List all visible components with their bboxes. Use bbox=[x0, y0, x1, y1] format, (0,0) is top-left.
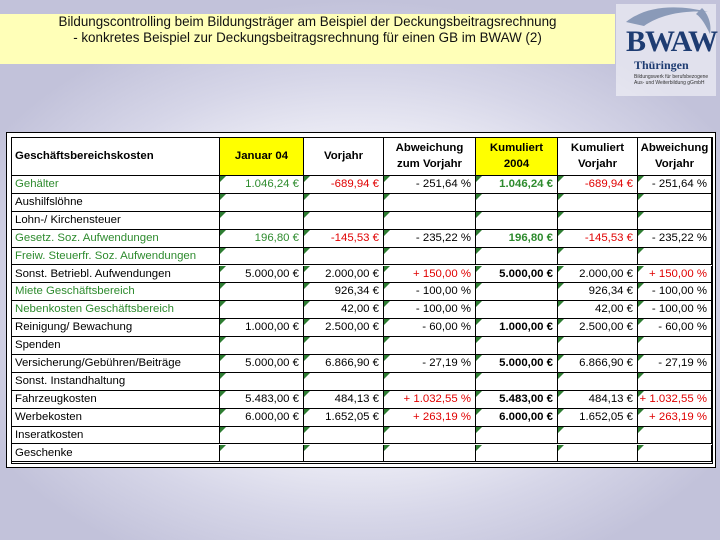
table-cell-abw1 bbox=[384, 445, 476, 463]
table-cell-abw2 bbox=[638, 337, 712, 355]
table-cell-vorjahr bbox=[304, 445, 384, 463]
table-cell-kumv: 42,00 € bbox=[558, 301, 638, 319]
row-label: Miete Geschäftsbereich bbox=[12, 283, 220, 301]
table-cell-kum bbox=[476, 427, 558, 445]
table-cell-abw2: + 150,00 % bbox=[638, 266, 712, 284]
table-cell-abw2 bbox=[638, 212, 712, 230]
row-label: Lohn-/ Kirchensteuer bbox=[12, 212, 220, 230]
header-kumuliert-vorjahr bbox=[558, 138, 638, 176]
table-cell-kum: 5.000,00 € bbox=[476, 266, 558, 284]
table-cell-jan bbox=[220, 248, 304, 266]
table-cell-jan bbox=[220, 427, 304, 445]
table-cell-abw1 bbox=[384, 212, 476, 230]
table-cell-kumv bbox=[558, 373, 638, 391]
table-cell-abw1: - 100,00 % bbox=[384, 283, 476, 301]
header-kum-line2: 2004 bbox=[503, 158, 530, 170]
table-cell-kum: 6.000,00 € bbox=[476, 409, 558, 427]
header-abweichung-vorjahr bbox=[384, 138, 476, 176]
table-cell-kumv: 926,34 € bbox=[558, 283, 638, 301]
table-cell-vorjahr: 2.000,00 € bbox=[304, 266, 384, 284]
table-cell-abw1: - 27,19 % bbox=[384, 355, 476, 373]
row-label: Gesetz. Soz. Aufwendungen bbox=[12, 230, 220, 248]
table-cell-vorjahr: 6.866,90 € bbox=[304, 355, 384, 373]
table-cell-vorjahr bbox=[304, 212, 384, 230]
table-cell-abw2 bbox=[638, 445, 712, 463]
row-label: Sonst. Betriebl. Aufwendungen bbox=[12, 266, 220, 284]
table-cell-abw1: - 251,64 % bbox=[384, 176, 476, 194]
row-label: Werbekosten bbox=[12, 409, 220, 427]
header-kum-line1: Kumuliert bbox=[489, 142, 544, 154]
table-cell-kumv bbox=[558, 194, 638, 212]
table-cell-kum bbox=[476, 337, 558, 355]
header-vorjahr: Vorjahr bbox=[304, 138, 384, 176]
table-cell-kum bbox=[476, 248, 558, 266]
table-cell-abw1: - 100,00 % bbox=[384, 301, 476, 319]
header-abw2-line1: Abweichung bbox=[640, 142, 709, 154]
table-cell-kum: 1.046,24 € bbox=[476, 176, 558, 194]
table-cell-abw2 bbox=[638, 248, 712, 266]
table-cell-vorjahr: 1.652,05 € bbox=[304, 409, 384, 427]
row-label: Freiw. Steuerfr. Soz. Aufwendungen bbox=[12, 248, 220, 266]
table-cell-kum bbox=[476, 194, 558, 212]
table-cell-abw1 bbox=[384, 373, 476, 391]
row-label: Sonst. Instandhaltung bbox=[12, 373, 220, 391]
table-cell-jan bbox=[220, 194, 304, 212]
table-cell-vorjahr: -145,53 € bbox=[304, 230, 384, 248]
row-label: Gehälter bbox=[12, 176, 220, 194]
table-cell-vorjahr bbox=[304, 194, 384, 212]
table-cell-vorjahr bbox=[304, 248, 384, 266]
header-abw1-line1: Abweichung bbox=[395, 142, 464, 154]
table-cell-jan bbox=[220, 337, 304, 355]
table-cell-abw2 bbox=[638, 194, 712, 212]
table-cell-abw2: - 60,00 % bbox=[638, 319, 712, 337]
row-label: Nebenkosten Geschäftsbereich bbox=[12, 301, 220, 319]
table-cell-kumv bbox=[558, 427, 638, 445]
table-cell-jan: 5.000,00 € bbox=[220, 266, 304, 284]
table-cell-jan: 1.046,24 € bbox=[220, 176, 304, 194]
table-cell-jan: 5.000,00 € bbox=[220, 355, 304, 373]
cost-table bbox=[11, 137, 713, 464]
table-cell-kumv: -689,94 € bbox=[558, 176, 638, 194]
table-cell-jan: 5.483,00 € bbox=[220, 391, 304, 409]
table-cell-abw1 bbox=[384, 248, 476, 266]
table-cell-jan bbox=[220, 301, 304, 319]
table-cell-jan: 196,80 € bbox=[220, 230, 304, 248]
table-cell-kumv: 2.500,00 € bbox=[558, 319, 638, 337]
table-cell-kum bbox=[476, 373, 558, 391]
table-cell-vorjahr bbox=[304, 373, 384, 391]
table-cell-abw1: + 150,00 % bbox=[384, 266, 476, 284]
row-label: Aushilfslöhne bbox=[12, 194, 220, 212]
table-cell-kum bbox=[476, 283, 558, 301]
header-name: Geschäftsbereichskosten bbox=[12, 138, 220, 176]
table-cell-kumv: -145,53 € bbox=[558, 230, 638, 248]
table-cell-kumv bbox=[558, 248, 638, 266]
table-cell-abw2: - 251,64 % bbox=[638, 176, 712, 194]
table-cell-abw2 bbox=[638, 373, 712, 391]
table-cell-abw2: - 100,00 % bbox=[638, 301, 712, 319]
table-cell-jan: 1.000,00 € bbox=[220, 319, 304, 337]
table-cell-abw1: - 235,22 % bbox=[384, 230, 476, 248]
table-cell-abw2: - 27,19 % bbox=[638, 355, 712, 373]
table-cell-kumv: 6.866,90 € bbox=[558, 355, 638, 373]
header-kumuliert-2004 bbox=[476, 138, 558, 176]
table-cell-abw1 bbox=[384, 194, 476, 212]
table-cell-kum: 196,80 € bbox=[476, 230, 558, 248]
table-cell-kumv: 484,13 € bbox=[558, 391, 638, 409]
table-cell-vorjahr: 926,34 € bbox=[304, 283, 384, 301]
table-cell-abw2 bbox=[638, 427, 712, 445]
table-cell-kum bbox=[476, 212, 558, 230]
table-cell-abw2: + 1.032,55 % bbox=[638, 391, 712, 409]
table-cell-vorjahr: 42,00 € bbox=[304, 301, 384, 319]
table-cell-abw1 bbox=[384, 337, 476, 355]
table-cell-abw2: - 235,22 % bbox=[638, 230, 712, 248]
logo-wordmark: BWAW bbox=[626, 25, 718, 58]
table-cell-kum bbox=[476, 445, 558, 463]
table-cell-abw2: + 263,19 % bbox=[638, 409, 712, 427]
table-cell-jan bbox=[220, 283, 304, 301]
row-label: Geschenke bbox=[12, 445, 220, 463]
table-cell-vorjahr bbox=[304, 427, 384, 445]
table-cell-abw1 bbox=[384, 427, 476, 445]
table-cell-kumv bbox=[558, 212, 638, 230]
table-cell-jan bbox=[220, 445, 304, 463]
table-cell-kum bbox=[476, 301, 558, 319]
table-cell-vorjahr: -689,94 € bbox=[304, 176, 384, 194]
table-cell-abw1: + 263,19 % bbox=[384, 409, 476, 427]
row-label: Reinigung/ Bewachung bbox=[12, 319, 220, 337]
table-cell-kumv bbox=[558, 337, 638, 355]
table-cell-abw1: + 1.032,55 % bbox=[384, 391, 476, 409]
table-cell-jan bbox=[220, 212, 304, 230]
table-cell-kum: 5.483,00 € bbox=[476, 391, 558, 409]
row-label: Versicherung/Gebühren/Beiträge bbox=[12, 355, 220, 373]
table-cell-vorjahr: 2.500,00 € bbox=[304, 319, 384, 337]
table-cell-kum: 1.000,00 € bbox=[476, 319, 558, 337]
row-label: Fahrzeugkosten bbox=[12, 391, 220, 409]
table-cell-vorjahr bbox=[304, 337, 384, 355]
table-cell-jan bbox=[220, 373, 304, 391]
header-abw2-line2: Vorjahr bbox=[654, 158, 695, 170]
header-january: Januar 04 bbox=[220, 138, 304, 176]
table-cell-abw2: - 100,00 % bbox=[638, 283, 712, 301]
logo-tagline: Bildungswerk für berufsbezogene Aus- und Weiterbildung gGmbH bbox=[634, 74, 709, 86]
table-cell-kumv bbox=[558, 445, 638, 463]
slide-subtitle: - konkretes Beispiel zur Deckungsbeitragsrechnung für einen GB im BWAW (2) bbox=[73, 30, 542, 45]
table-cell-abw1: - 60,00 % bbox=[384, 319, 476, 337]
table-cell-kum: 5.000,00 € bbox=[476, 355, 558, 373]
slide-title: Bildungscontrolling beim Bildungsträger am Beispiel der Deckungsbeitragsrechnung bbox=[58, 14, 557, 29]
table-cell-vorjahr: 484,13 € bbox=[304, 391, 384, 409]
row-label: Inseratkosten bbox=[12, 427, 220, 445]
header-kumv-line1: Kumuliert bbox=[570, 142, 625, 154]
table-cell-jan: 6.000,00 € bbox=[220, 409, 304, 427]
row-label: Spenden bbox=[12, 337, 220, 355]
logo-region: Thüringen bbox=[634, 58, 689, 72]
table-cell-kumv: 1.652,05 € bbox=[558, 409, 638, 427]
header-kumv-line2: Vorjahr bbox=[577, 158, 618, 170]
spreadsheet-frame bbox=[6, 132, 716, 468]
header-abweichung-kum bbox=[638, 138, 712, 176]
table-cell-kumv: 2.000,00 € bbox=[558, 266, 638, 284]
header-abw1-line2: zum Vorjahr bbox=[397, 158, 462, 170]
